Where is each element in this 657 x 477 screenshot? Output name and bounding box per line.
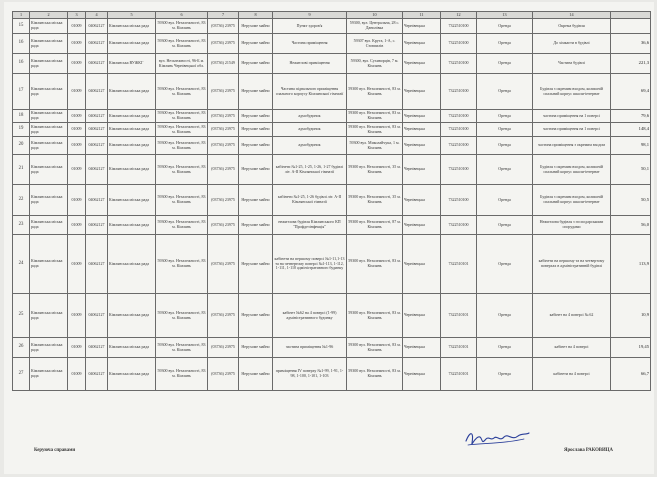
table-cell: 148,4 — [611, 123, 651, 137]
table-cell: 7322510100 — [441, 216, 477, 235]
table-cell: Чернівецька — [403, 54, 441, 74]
table-row — [13, 235, 651, 294]
table-cell: 7322510100 — [441, 74, 477, 110]
table-cell: Оренда — [477, 235, 533, 294]
signatory-name: Ярослава РАКОВИЦА — [564, 448, 613, 453]
table-cell: 59300 вул. Незалежності, 83 м. Кімлянь — [156, 74, 208, 110]
table-cell: Чернівецька — [403, 358, 441, 391]
table-cell: 59300 вул. Незалежності, 83 м. Кімлянь — [347, 294, 403, 338]
table-cell: 20 — [13, 137, 30, 155]
table-cell: 7322510101 — [441, 358, 477, 391]
table-cell: 10,9 — [611, 294, 651, 338]
table-cell: 59300 вул. Незалежності, 83 м. Кімлянь — [156, 216, 208, 235]
table-cell: Частина приміщення — [273, 34, 347, 54]
table-cell: 01009 — [68, 123, 86, 137]
table-cell: Оренда — [477, 123, 533, 137]
table-cell: кабінет №62 на 4 поверсі (1-99) адміністративного будинку — [273, 294, 347, 338]
table-cell: 59300 вул. Незалежності, 35 м. Кімлянь — [347, 185, 403, 216]
table-cell: 01009 — [68, 19, 86, 34]
header-cell: 5 — [108, 12, 156, 19]
table-cell: Оренда — [477, 110, 533, 123]
table-cell: кабінети на першому та на четвертому поверхах в адміністративній будівлі — [533, 235, 611, 294]
header-cell — [611, 12, 651, 19]
table-row — [13, 358, 651, 391]
table-cell: кабінети №1-25, 1-26 будівлі літ. А-ІІ Кімлянської гімназії — [273, 185, 347, 216]
table-cell: 04062127 — [86, 235, 108, 294]
table-cell: 113,9 — [611, 235, 651, 294]
table-cell: (03736) 23975 — [208, 34, 239, 54]
table-cell: 7322510100 — [441, 185, 477, 216]
table-row — [13, 294, 651, 338]
table-cell: 59300 вул. Незалежності, 83 м. Кімлянь — [156, 185, 208, 216]
table-cell: 50,5 — [611, 185, 651, 216]
table-cell: 16 — [13, 54, 30, 74]
table-cell: Кімлянська міська рада — [30, 338, 68, 358]
table-cell: 18 — [13, 110, 30, 123]
table-cell: (03736) 23975 — [208, 123, 239, 137]
table-cell: 19 — [13, 123, 30, 137]
header-cell: 1 — [13, 12, 30, 19]
table-cell: Нерухоме майно — [239, 137, 273, 155]
table-cell: 7322510100 — [441, 155, 477, 185]
header-cell: 14 — [533, 12, 611, 19]
table-cell: Нерухоме майно — [239, 34, 273, 54]
table-cell: Чернівецька — [403, 338, 441, 358]
table-cell: Кімлянська міська рада — [108, 34, 156, 54]
table-cell: Оренда — [477, 216, 533, 235]
table-cell: Нерухоме майно — [239, 185, 273, 216]
table-cell: Кімлянська міська рада — [30, 34, 68, 54]
table-cell: 01009 — [68, 185, 86, 216]
table-cell: 04062127 — [86, 123, 108, 137]
table-cell: Кімлянська міська рада — [30, 185, 68, 216]
table-cell: Чернівецька — [403, 34, 441, 54]
table-cell: 04062127 — [86, 137, 108, 155]
table-cell: Нерухоме майно — [239, 155, 273, 185]
table-cell: 7322510101 — [441, 235, 477, 294]
table-cell: (03736) 23975 — [208, 216, 239, 235]
table-cell: 04062127 — [86, 54, 108, 74]
table-cell: 25 — [13, 294, 30, 338]
table-cell: Кімлянська міська рада — [108, 235, 156, 294]
table-cell: 04062127 — [86, 110, 108, 123]
table-cell: Кімлянська міська рада — [30, 123, 68, 137]
table-cell: Окрема будівля — [533, 19, 611, 34]
table-row — [13, 123, 651, 137]
table-cell: Чернівецька — [403, 110, 441, 123]
table-cell: 59300 вул. Незалежності, 83 м. Кімлянь — [156, 235, 208, 294]
table-cell: 17 — [13, 74, 30, 110]
table-cell: Частина підвального приміщення спального корпусу Кімлянської гімназії — [273, 74, 347, 110]
table-cell: Кімлянська міська рада — [108, 216, 156, 235]
table-cell: (03736) 23975 — [208, 235, 239, 294]
table-cell: 59300 вул. Незалежності, 83 м. Кімлянь — [347, 235, 403, 294]
table-cell: Чернівецька — [403, 185, 441, 216]
table-cell: Кімлянська міська рада — [30, 216, 68, 235]
header-cell: 13 — [477, 12, 533, 19]
table-cell: Будівля з окремим входом, колишній спальний корпус школи-інтернат — [533, 155, 611, 185]
table-cell: Нерухоме майно — [239, 294, 273, 338]
table-cell: Оренда — [477, 185, 533, 216]
table-cell: Кімлянська міська рада — [108, 338, 156, 358]
table-cell: Кімлянська міська рада — [108, 155, 156, 185]
table-cell: 59300 вул. Незалежності, 83 м. Кімлянь — [156, 155, 208, 185]
table-cell: 04062127 — [86, 294, 108, 338]
table-cell: частина приміщення на 1 поверсі — [533, 123, 611, 137]
table-cell: 59300 вул. Незалежності, 83 м. Кімлянь — [156, 137, 208, 155]
table-cell: (03736) 23975 — [208, 137, 239, 155]
table-cell: Оренда — [477, 34, 533, 54]
table-cell: Будівля з окремим входом, колишній спальний корпус школи-інтернат — [533, 185, 611, 216]
table-cell: 7322510100 — [441, 54, 477, 74]
table-row — [13, 74, 651, 110]
table-cell: 04062127 — [86, 19, 108, 34]
table-cell: 27 — [13, 358, 30, 391]
table-cell: Чернівецька — [403, 235, 441, 294]
table-cell: Пункт здоров'я — [273, 19, 347, 34]
table-cell: Оренда — [477, 358, 533, 391]
table-cell: Нерухоме майно — [239, 74, 273, 110]
table-cell: Чернівецька — [403, 294, 441, 338]
table-cell: 01009 — [68, 235, 86, 294]
table-cell: 01009 — [68, 358, 86, 391]
property-register-table — [12, 11, 651, 391]
table-cell: 59300 вул. Незалежності, 35 м. Кімлянь — [347, 155, 403, 185]
table-cell: 01009 — [68, 155, 86, 185]
table-cell: 01009 — [68, 137, 86, 155]
table-cell: Кімлянська міська рада — [30, 137, 68, 155]
table-cell: (03736) 23975 — [208, 294, 239, 338]
table-cell: 59300 вул. Незалежності, 83 м. Кімлянь — [156, 19, 208, 34]
table-cell: Оренда — [477, 74, 533, 110]
table-cell: Оренда — [477, 294, 533, 338]
table-row — [13, 155, 651, 185]
table-cell: 7322510101 — [441, 338, 477, 358]
table-cell: Частина будівлі — [533, 54, 611, 74]
table-cell: Нерухоме майно — [239, 110, 273, 123]
table-cell: 15 — [13, 19, 30, 34]
table-cell: Кімлянська міська рада — [108, 123, 156, 137]
table-cell: 98,1 — [611, 137, 651, 155]
table-cell: 22 — [13, 185, 30, 216]
table-cell: Оренда — [477, 19, 533, 34]
table-cell: Кімлянська міська рада — [30, 54, 68, 74]
table-row — [13, 34, 651, 54]
table-row — [13, 110, 651, 123]
table-cell: 01009 — [68, 74, 86, 110]
table-cell: (03736) 23975 — [208, 185, 239, 216]
header-cell: 11 — [403, 12, 441, 19]
table-cell: 04062127 — [86, 34, 108, 54]
table-cell: Нерухоме майно — [239, 338, 273, 358]
table-cell: 01009 — [68, 110, 86, 123]
table-cell: (03736) 23975 — [208, 19, 239, 34]
table-cell: 59300, вул. Центральна, 28 с. Данилівка — [347, 19, 403, 34]
table-cell: Чернівецька — [403, 74, 441, 110]
table-cell: Нерухоме майно — [239, 54, 273, 74]
table-cell: (03736) 23975 — [208, 110, 239, 123]
table-cell: 04062127 — [86, 338, 108, 358]
table-cell: 36,6 — [611, 34, 651, 54]
table-cell: частина приміщення з окремим входом — [533, 137, 611, 155]
table-cell: (03736) 23975 — [208, 155, 239, 185]
header-cell: 9 — [273, 12, 347, 19]
table-cell: 26 — [13, 338, 30, 358]
table-cell: 7322510100 — [441, 137, 477, 155]
table-cell: Кімлянська міська рада — [30, 235, 68, 294]
table-cell: Кімлянська міська рада — [108, 74, 156, 110]
table-cell: Будівля з окремим входом, колишній спальний корпус школи-інтернат — [533, 74, 611, 110]
table-cell: 59300 вул. Незалежності, 83 м. Кімлянь — [156, 294, 208, 338]
table-cell: Нерухоме майно — [239, 19, 273, 34]
table-cell: 56,0 — [611, 216, 651, 235]
table-cell: Кімлянська міська рада — [108, 185, 156, 216]
table-cell: 59300 вул. Незалежності, 83 м. Кімлянь — [156, 338, 208, 358]
table-cell: Оренда — [477, 54, 533, 74]
header-cell: 12 — [441, 12, 477, 19]
table-row — [13, 338, 651, 358]
table-row — [13, 54, 651, 74]
table-cell: 01009 — [68, 216, 86, 235]
table-cell: 59300 вул. Незалежності, 83 м. Кімлянь — [347, 74, 403, 110]
header-cell: 7 — [208, 12, 239, 19]
table-cell: приміщення IV поверху №1-99, 1-91, 1-98, 1-100, 1-101, 1-103 — [273, 358, 347, 391]
table-cell: Кімлянська міська рада — [30, 358, 68, 391]
table-cell: Нерухоме майно — [239, 216, 273, 235]
table-cell: 7322510100 — [441, 110, 477, 123]
table-cell: 01009 — [68, 338, 86, 358]
table-cell: Нерухоме майно — [239, 358, 273, 391]
table-cell: Кімлянська міська рада — [108, 110, 156, 123]
table-cell: 21 — [13, 155, 30, 185]
header-cell: 10 — [347, 12, 403, 19]
header-cell: 4 — [86, 12, 108, 19]
table-cell: Нежитлова будівля з господарськими спорудами — [533, 216, 611, 235]
table-cell: (03736) 21549 — [208, 54, 239, 74]
table-cell: (03736) 23975 — [208, 74, 239, 110]
table-cell: (03736) 23975 — [208, 338, 239, 358]
header-cell: 8 — [239, 12, 273, 19]
table-cell: Оренда — [477, 155, 533, 185]
header-row — [13, 12, 651, 19]
table-cell: Оренда — [477, 137, 533, 155]
table-cell: 7322510100 — [441, 19, 477, 34]
table-cell: Нерухоме майно — [239, 235, 273, 294]
table-cell: Чернівецька — [403, 19, 441, 34]
table-cell: Кімлянська ВУЖКГ — [108, 54, 156, 74]
table-cell: 19,45 — [611, 338, 651, 358]
table-cell: 59300 вул. Незалежності, 87 м. Кімлянь — [347, 216, 403, 235]
table-cell: Нерухоме майно — [239, 123, 273, 137]
table-cell: 59307 вул. Крута, 1-А, с. Стовпилів — [347, 34, 403, 54]
table-cell: кабінети на 4 поверсі — [533, 358, 611, 391]
table-row — [13, 137, 651, 155]
table-cell: частина приміщення №1-96 — [273, 338, 347, 358]
table-cell — [611, 19, 651, 34]
table-cell: Кімлянська міська рада — [30, 294, 68, 338]
table-cell: 59300, вул. Сухиворців, 7 м. Кімлянь — [347, 54, 403, 74]
table-cell: Чернівецька — [403, 123, 441, 137]
table-cell: 04062127 — [86, 358, 108, 391]
table-cell: адмобудинок — [273, 137, 347, 155]
table-cell: адмобудинок — [273, 123, 347, 137]
table-cell: кабінети на першому поверсі №1-11,1-13 та на четвертому поверсі №1-113, 1-112, 1-111, 1-110 адміністративного будинку — [273, 235, 347, 294]
table-cell: 01009 — [68, 34, 86, 54]
table-cell: 50,1 — [611, 155, 651, 185]
table-cell: 59300 вул. Незалежності, 83 м. Кімлянь — [156, 110, 208, 123]
table-cell: Чернівецька — [403, 137, 441, 155]
header-cell: 3 — [68, 12, 86, 19]
table-cell: Нежитлові приміщення — [273, 54, 347, 74]
table-cell: 221,3 — [611, 54, 651, 74]
table-cell: нежитлова будівля Кімлянського КП "Профдезінфекція" — [273, 216, 347, 235]
table-cell: кабінети №1-25, 1-25, 1-26, 1-27 будівлі літ. А-ІІ Кімлянської гімназії — [273, 155, 347, 185]
handwritten-signature — [462, 427, 532, 451]
table-cell: 7322510100 — [441, 34, 477, 54]
table-cell: Чернівецька — [403, 155, 441, 185]
signatory-title: Керуюча справами — [34, 448, 76, 453]
table-cell: 59300 вул. Незалежності, 83 м. Кімлянь — [156, 34, 208, 54]
table-cell: Оренда — [477, 338, 533, 358]
table-cell: 23 — [13, 216, 30, 235]
table-cell: 69,4 — [611, 74, 651, 110]
table-cell: Кімлянська міська рада — [30, 110, 68, 123]
document-page — [4, 2, 654, 474]
table-cell: 59300 вул. Незалежності, 83 м. Кімлянь — [156, 358, 208, 391]
table-cell: Кімлянська міська рада — [108, 137, 156, 155]
table-cell: вул. Незалежності, 96-Б м. Кімлянь Чернівецької обл. — [156, 54, 208, 74]
table-body — [13, 12, 651, 391]
table-cell: кабінет на 4 поверсі — [533, 338, 611, 358]
table-cell: Кімлянська міська рада — [30, 19, 68, 34]
table-cell: 59300 вул. Незалежності, 83 м. Кімлянь — [347, 110, 403, 123]
table-cell: 59300 вул. Незалежності, 83 м. Кімлянь — [347, 358, 403, 391]
table-cell: 59300 вул. Незалежності, 83 м. Кімлянь — [347, 123, 403, 137]
table-cell: Кімлянська міська рада — [108, 358, 156, 391]
table-cell: 79,6 — [611, 110, 651, 123]
table-cell: адмобудинок — [273, 110, 347, 123]
table-cell: 16 — [13, 34, 30, 54]
table-cell: 04062127 — [86, 216, 108, 235]
table-cell: 66,7 — [611, 358, 651, 391]
table-cell: 04062127 — [86, 74, 108, 110]
table-cell: 04062127 — [86, 185, 108, 216]
table-cell: Кімлянська міська рада — [108, 19, 156, 34]
table-cell: 59300 вул. Миколайчука, 1 м. Кімлянь — [347, 137, 403, 155]
table-cell: Кімлянська міська рада — [30, 155, 68, 185]
table-cell: 7322510100 — [441, 123, 477, 137]
table-cell: 01009 — [68, 54, 86, 74]
table-cell: 59300 вул. Незалежності, 83 м. Кімлянь — [347, 338, 403, 358]
table-cell: Кімлянська міська рада — [30, 74, 68, 110]
table-cell: Чернівецька — [403, 216, 441, 235]
table-cell: (03736) 23975 — [208, 358, 239, 391]
header-cell: 2 — [30, 12, 68, 19]
table-cell: 59300 вул. Незалежності, 83 м. Кімлянь — [156, 123, 208, 137]
table-row — [13, 185, 651, 216]
table-cell: 01009 — [68, 294, 86, 338]
table-cell: 24 — [13, 235, 30, 294]
table-cell: частина приміщення на 1 поверсі — [533, 110, 611, 123]
header-cell: 6 — [156, 12, 208, 19]
table-cell: До хімкаєти в будівлі — [533, 34, 611, 54]
table-cell: 7322510101 — [441, 294, 477, 338]
table-cell: Кімлянська міська рада — [108, 294, 156, 338]
table-row — [13, 19, 651, 34]
table-cell: кабінет на 4 поверсі № 62 — [533, 294, 611, 338]
table-row — [13, 216, 651, 235]
table-cell: 04062127 — [86, 155, 108, 185]
